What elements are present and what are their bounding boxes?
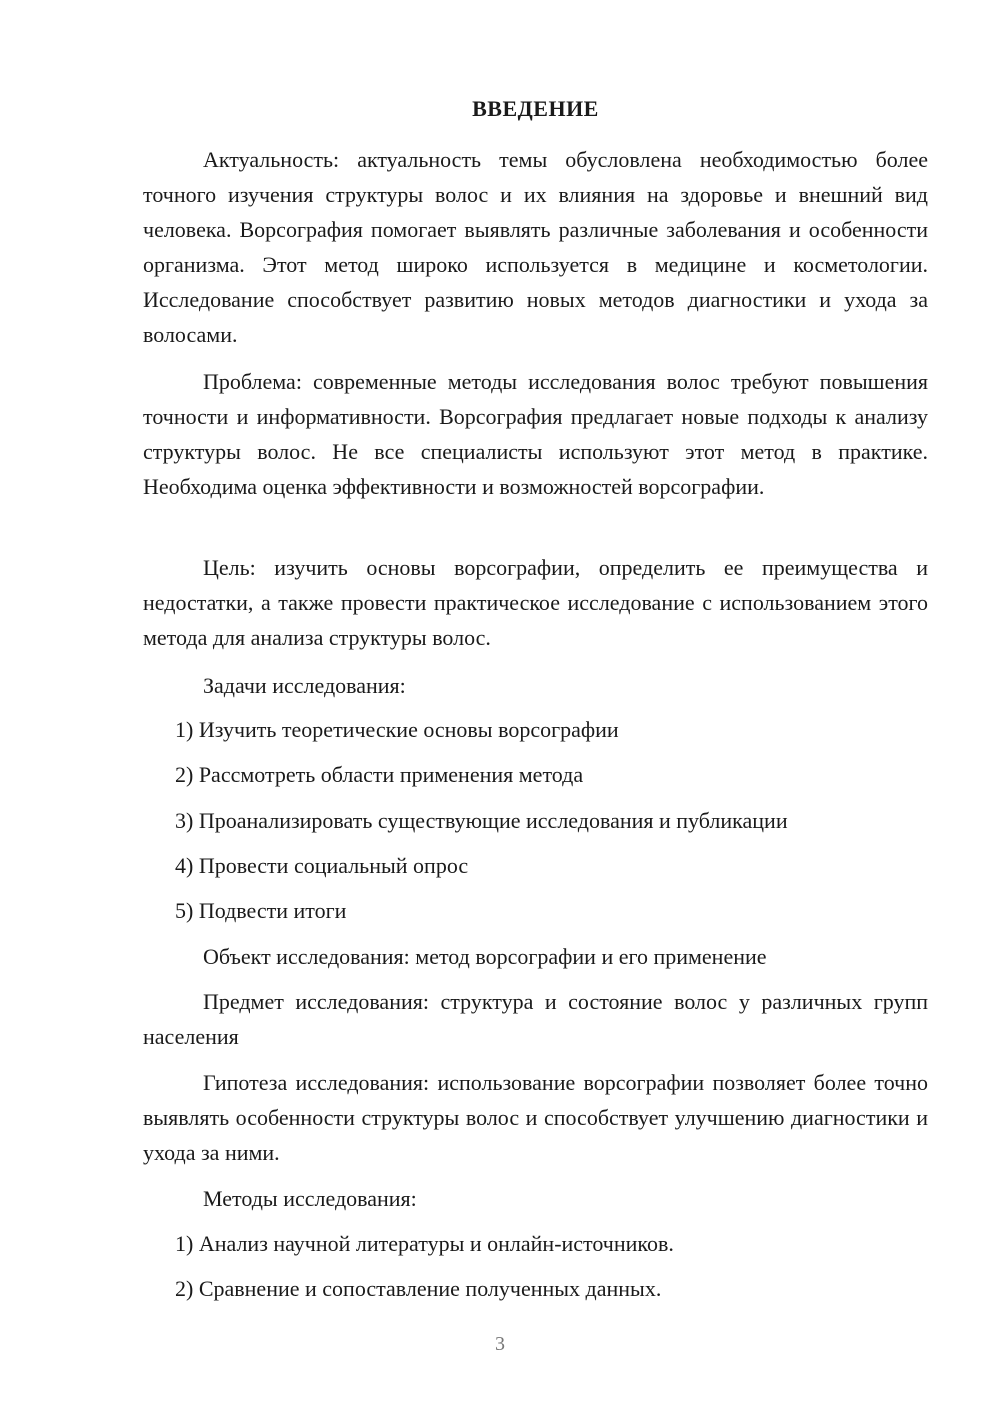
method-item: 1) Анализ научной литературы и онлайн-источников.	[175, 1231, 674, 1256]
task-item: 2) Рассмотреть области применения метода	[175, 762, 584, 787]
task-item: 4) Провести социальный опрос	[175, 853, 469, 878]
research-hypothesis: Гипотеза исследования: использование ворсографии позволяет более точно выявлять особенности структуры волос и способствует улучшению диагностики и ухода за ними.	[143, 1070, 928, 1165]
paragraph-problem: Проблема: современные методы исследования волос требуют повышения точности и информативности. Ворсография предлагает новые подходы к анализу структуры волос. Не все специалисты используют этот метод в практике. Необходима оценка эффективности и возможностей ворсографии.	[143, 369, 928, 499]
task-item: 5) Подвести итоги	[175, 898, 347, 923]
task-item: 1) Изучить теоретические основы ворсографии	[175, 717, 619, 742]
method-item: 2) Сравнение и сопоставление полученных данных.	[175, 1276, 662, 1301]
research-subject: Предмет исследования: структура и состояние волос у различных групп населения	[143, 989, 928, 1049]
paragraph-goal: Цель: изучить основы ворсографии, определить ее преимущества и недостатки, а также провести практическое исследование с использованием этого метода для анализа структуры волос.	[143, 555, 928, 650]
tasks-heading: Задачи исследования:	[203, 673, 406, 698]
paragraph-relevance: Актуальность: актуальность темы обусловлена необходимостью более точного изучения структуры волос и их влияния на здоровье и внешний вид человека. Ворсография помогает выявлять различные заболевания и особенности организма. Этот метод широко используется в медицине и косметологии. Исследование способствует развитию новых методов диагностики и ухода за волосами.	[143, 147, 928, 347]
page-title: ВВЕДЕНИЕ	[472, 96, 599, 121]
task-item: 3) Проанализировать существующие исследования и публикации	[175, 808, 788, 833]
research-object: Объект исследования: метод ворсографии и его применение	[203, 944, 767, 969]
methods-heading: Методы исследования:	[203, 1186, 417, 1211]
page-number: 3	[495, 1333, 505, 1355]
